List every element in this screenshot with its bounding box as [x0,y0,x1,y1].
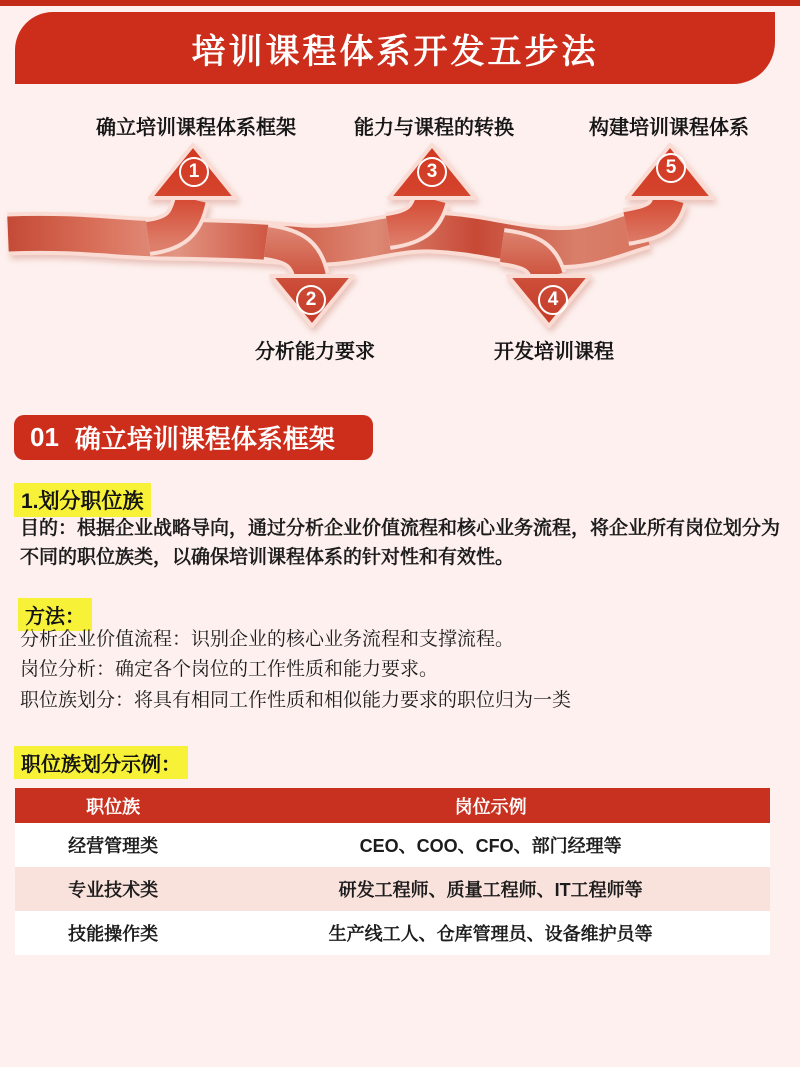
step-3-label: 能力与课程的转换 [354,117,514,139]
top-accent-strip [0,0,800,6]
section-number: 01 [30,422,59,452]
table-header-family: 职位族 [15,788,211,823]
table-cell-examples: 生产线工人、仓库管理员、设备维护员等 [211,911,770,955]
table-header-row [15,788,770,823]
table-row [15,911,770,955]
method-item-1: 分析企业价值流程：识别企业的核心业务流程和支撑流程。 [20,629,515,650]
section-title: 确立培训课程体系框架 [74,424,335,454]
table-cell-family: 经营管理类 [15,823,211,867]
table-cell-family: 技能操作类 [15,911,211,955]
method-item-3: 职位族划分：将具有相同工作性质和相似能力要求的职位归为一类 [20,690,572,711]
step-5-number-badge: 5 [656,153,686,183]
step-3-number-badge: 3 [417,157,447,187]
table-row [15,867,770,911]
subsection-heading-text: 1.划分职位族 [14,483,151,517]
table-row [15,823,770,867]
example-label [14,746,188,779]
method-label [18,598,92,631]
method-item-2: 岗位分析：确定各个岗位的工作性质和能力要求。 [20,659,439,680]
job-family-table [15,788,770,955]
example-label-text: 职位族划分示例： [14,746,188,779]
subsection-heading [14,483,151,517]
step-4-label: 开发培训课程 [494,341,614,363]
step-1-number-badge: 1 [179,157,209,187]
table-cell-examples: CEO、COO、CFO、部门经理等 [211,823,770,867]
method-label-text: 方法： [18,598,92,631]
method-list [20,629,784,720]
step-4-number-badge: 4 [538,285,568,315]
step-2-number-badge: 2 [296,285,326,315]
section-01-header [14,415,373,460]
page-title: 培训课程体系开发五步法 [191,32,599,71]
step-2-label: 分析能力要求 [255,341,375,363]
table-cell-examples: 研发工程师、质量工程师、IT工程师等 [211,867,770,911]
step-1-label: 确立培训课程体系框架 [96,117,296,139]
table-header-examples: 岗位示例 [211,788,770,823]
page-banner [15,12,775,84]
step-5-label: 构建培训课程体系 [589,117,749,139]
purpose-paragraph: 目的：根据企业战略导向，通过分析企业价值流程和核心业务流程，将企业所有岗位划分为不同的职位族类，以确保培训课程体系的针对性和有效性。 [20,518,781,568]
table-cell-family: 专业技术类 [15,867,211,911]
